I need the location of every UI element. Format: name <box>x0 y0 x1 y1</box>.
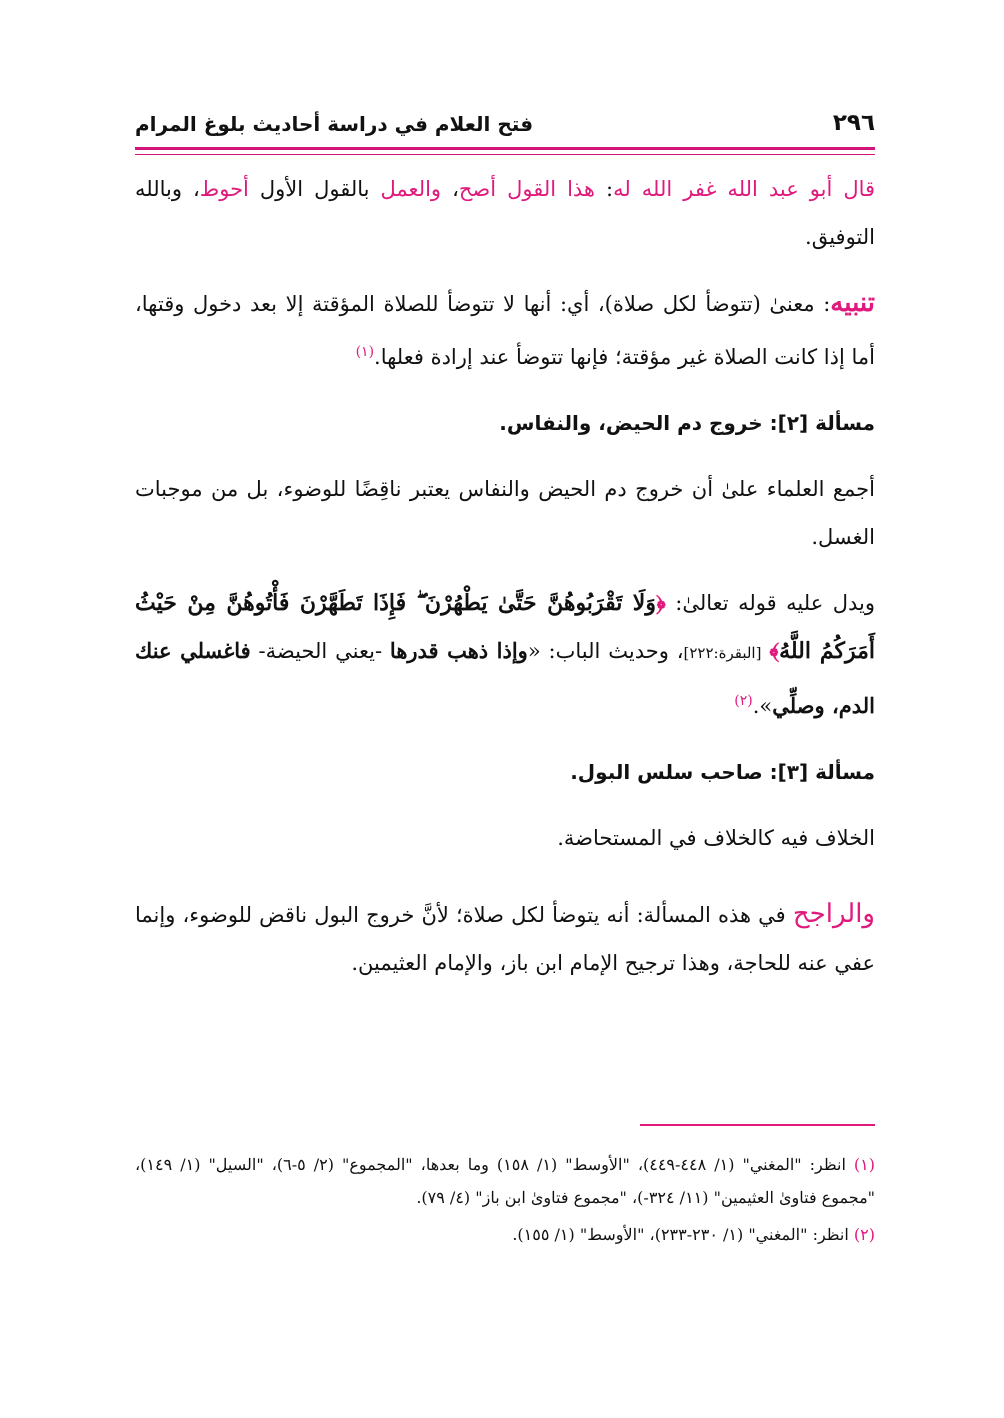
issue-2-heading <box>135 399 875 447</box>
footnote-1-text: انظر: "المغني" (١/ ٤٤٨-٤٤٩)، "الأوسط" (١/ ١٥٨) وما بعدها، "المجموع" (٢/ ٥-٦)، "السيل" (١/ ١٤٩)، "مجموع فتاوىٰ العثيمين" (١١/ ٣٢٤-)، "مجموع فتاوىٰ ابن باز" (٤/ ٧٩). <box>135 1155 875 1207</box>
preponderant-paragraph <box>135 890 875 987</box>
footnote-2 <box>135 1218 875 1251</box>
hadith-intro: ، وحديث الباب: « <box>527 639 684 663</box>
issue-2-title: : خروج دم الحيض، والنفاس. <box>499 411 778 435</box>
note-label: تنبيه <box>830 288 875 318</box>
evidence-paragraph <box>135 579 875 730</box>
consensus-paragraph: أجمع العلماء علىٰ أن خروج دم الحيض والنفاس يعتبر ناقِضًا للوضوء، بل من موجبات الغسل. <box>135 477 875 549</box>
hadith-text-2: فاغسلي عنك الدم، وصلِّي <box>135 638 875 718</box>
safer-label: أحوط <box>199 177 249 201</box>
page-body <box>135 165 875 987</box>
page-number: ٢٩٦ <box>832 110 875 136</box>
verse-citation: [البقرة:٢٢٢] <box>683 644 762 662</box>
practice-label: والعمل <box>380 177 442 201</box>
header-rule-thin <box>135 154 875 155</box>
preponderant-label: والراجح <box>792 899 875 929</box>
comma: ، <box>441 177 459 201</box>
preponderant-text: في هذه المسألة: أنه يتوضأ لكل صلاة؛ لأنَّ خروج البول ناقض للوضوء، وإنما عفي عنه للحاجة، وهذا ترجيح الإمام ابن باز، والإمام العثيمين. <box>135 903 875 975</box>
hadith-gloss: -يعني الحيضة- <box>250 639 390 663</box>
author-opinion-paragraph <box>135 165 875 261</box>
footnote-ref-1[interactable]: (١) <box>355 344 375 360</box>
closing-text: ، وبالله التوفيق. <box>135 177 875 249</box>
issue-3-title: : صاحب سلس البول. <box>570 760 778 784</box>
note-text: : معنىٰ (تتوضأ لكل صلاة)، أي: أنها لا تتوضأ للصلاة المؤقتة إلا بعد دخول وقتها، أما إذا كانت الصلاة غير مؤقتة؛ فإنها تتوضأ عند إرادة فعلها. <box>135 292 875 369</box>
footnote-1-number: (١) <box>853 1155 875 1174</box>
page-header <box>135 110 875 142</box>
issue-3-label: مسألة [٣] <box>777 760 875 784</box>
issue-3-heading <box>135 748 875 796</box>
evidence-intro: ويدل عليه قوله تعالىٰ: <box>665 591 875 615</box>
quran-open-bracket: ﴿ <box>655 590 666 616</box>
footnote-2-text: انظر: "المغني" (١/ ٢٣٠-٢٣٣)، "الأوسط" (١/ ١٥٥). <box>512 1225 854 1244</box>
issue-2-label: مسألة [٢] <box>777 411 875 435</box>
middle-text: بالقول الأول <box>248 177 381 201</box>
header-rule-thick <box>135 147 875 150</box>
running-title: فتح العلام في دراسة أحاديث بلوغ المرام <box>135 112 534 136</box>
colon: : <box>595 177 614 201</box>
quran-verse: وَلَا تَقْرَبُوهُنَّ حَتَّىٰ يَطْهُرْنَ ۖ فَإِذَا تَطَهَّرْنَ فَأْتُوهُنَّ مِنْ حَيْثُ أَمَرَكُمُ اللَّهُ <box>135 590 875 664</box>
quran-close-bracket: ﴾ <box>769 638 780 664</box>
author-statement: قال أبو عبد الله غفر الله له <box>613 177 876 201</box>
footnote-1 <box>135 1148 875 1214</box>
preferred-opinion: هذا القول أصح <box>458 177 596 201</box>
footnotes <box>135 1148 875 1251</box>
hadith-end: ». <box>752 694 773 718</box>
footnote-ref-2[interactable]: (٢) <box>734 693 753 709</box>
hadith-text-1: وإذا ذهب قدرها <box>389 638 528 663</box>
disagreement-paragraph: الخلاف فيه كالخلاف في المستحاضة. <box>557 826 875 850</box>
footnote-separator <box>640 1124 875 1126</box>
note-paragraph <box>135 279 875 381</box>
footnote-2-number: (٢) <box>853 1225 875 1244</box>
